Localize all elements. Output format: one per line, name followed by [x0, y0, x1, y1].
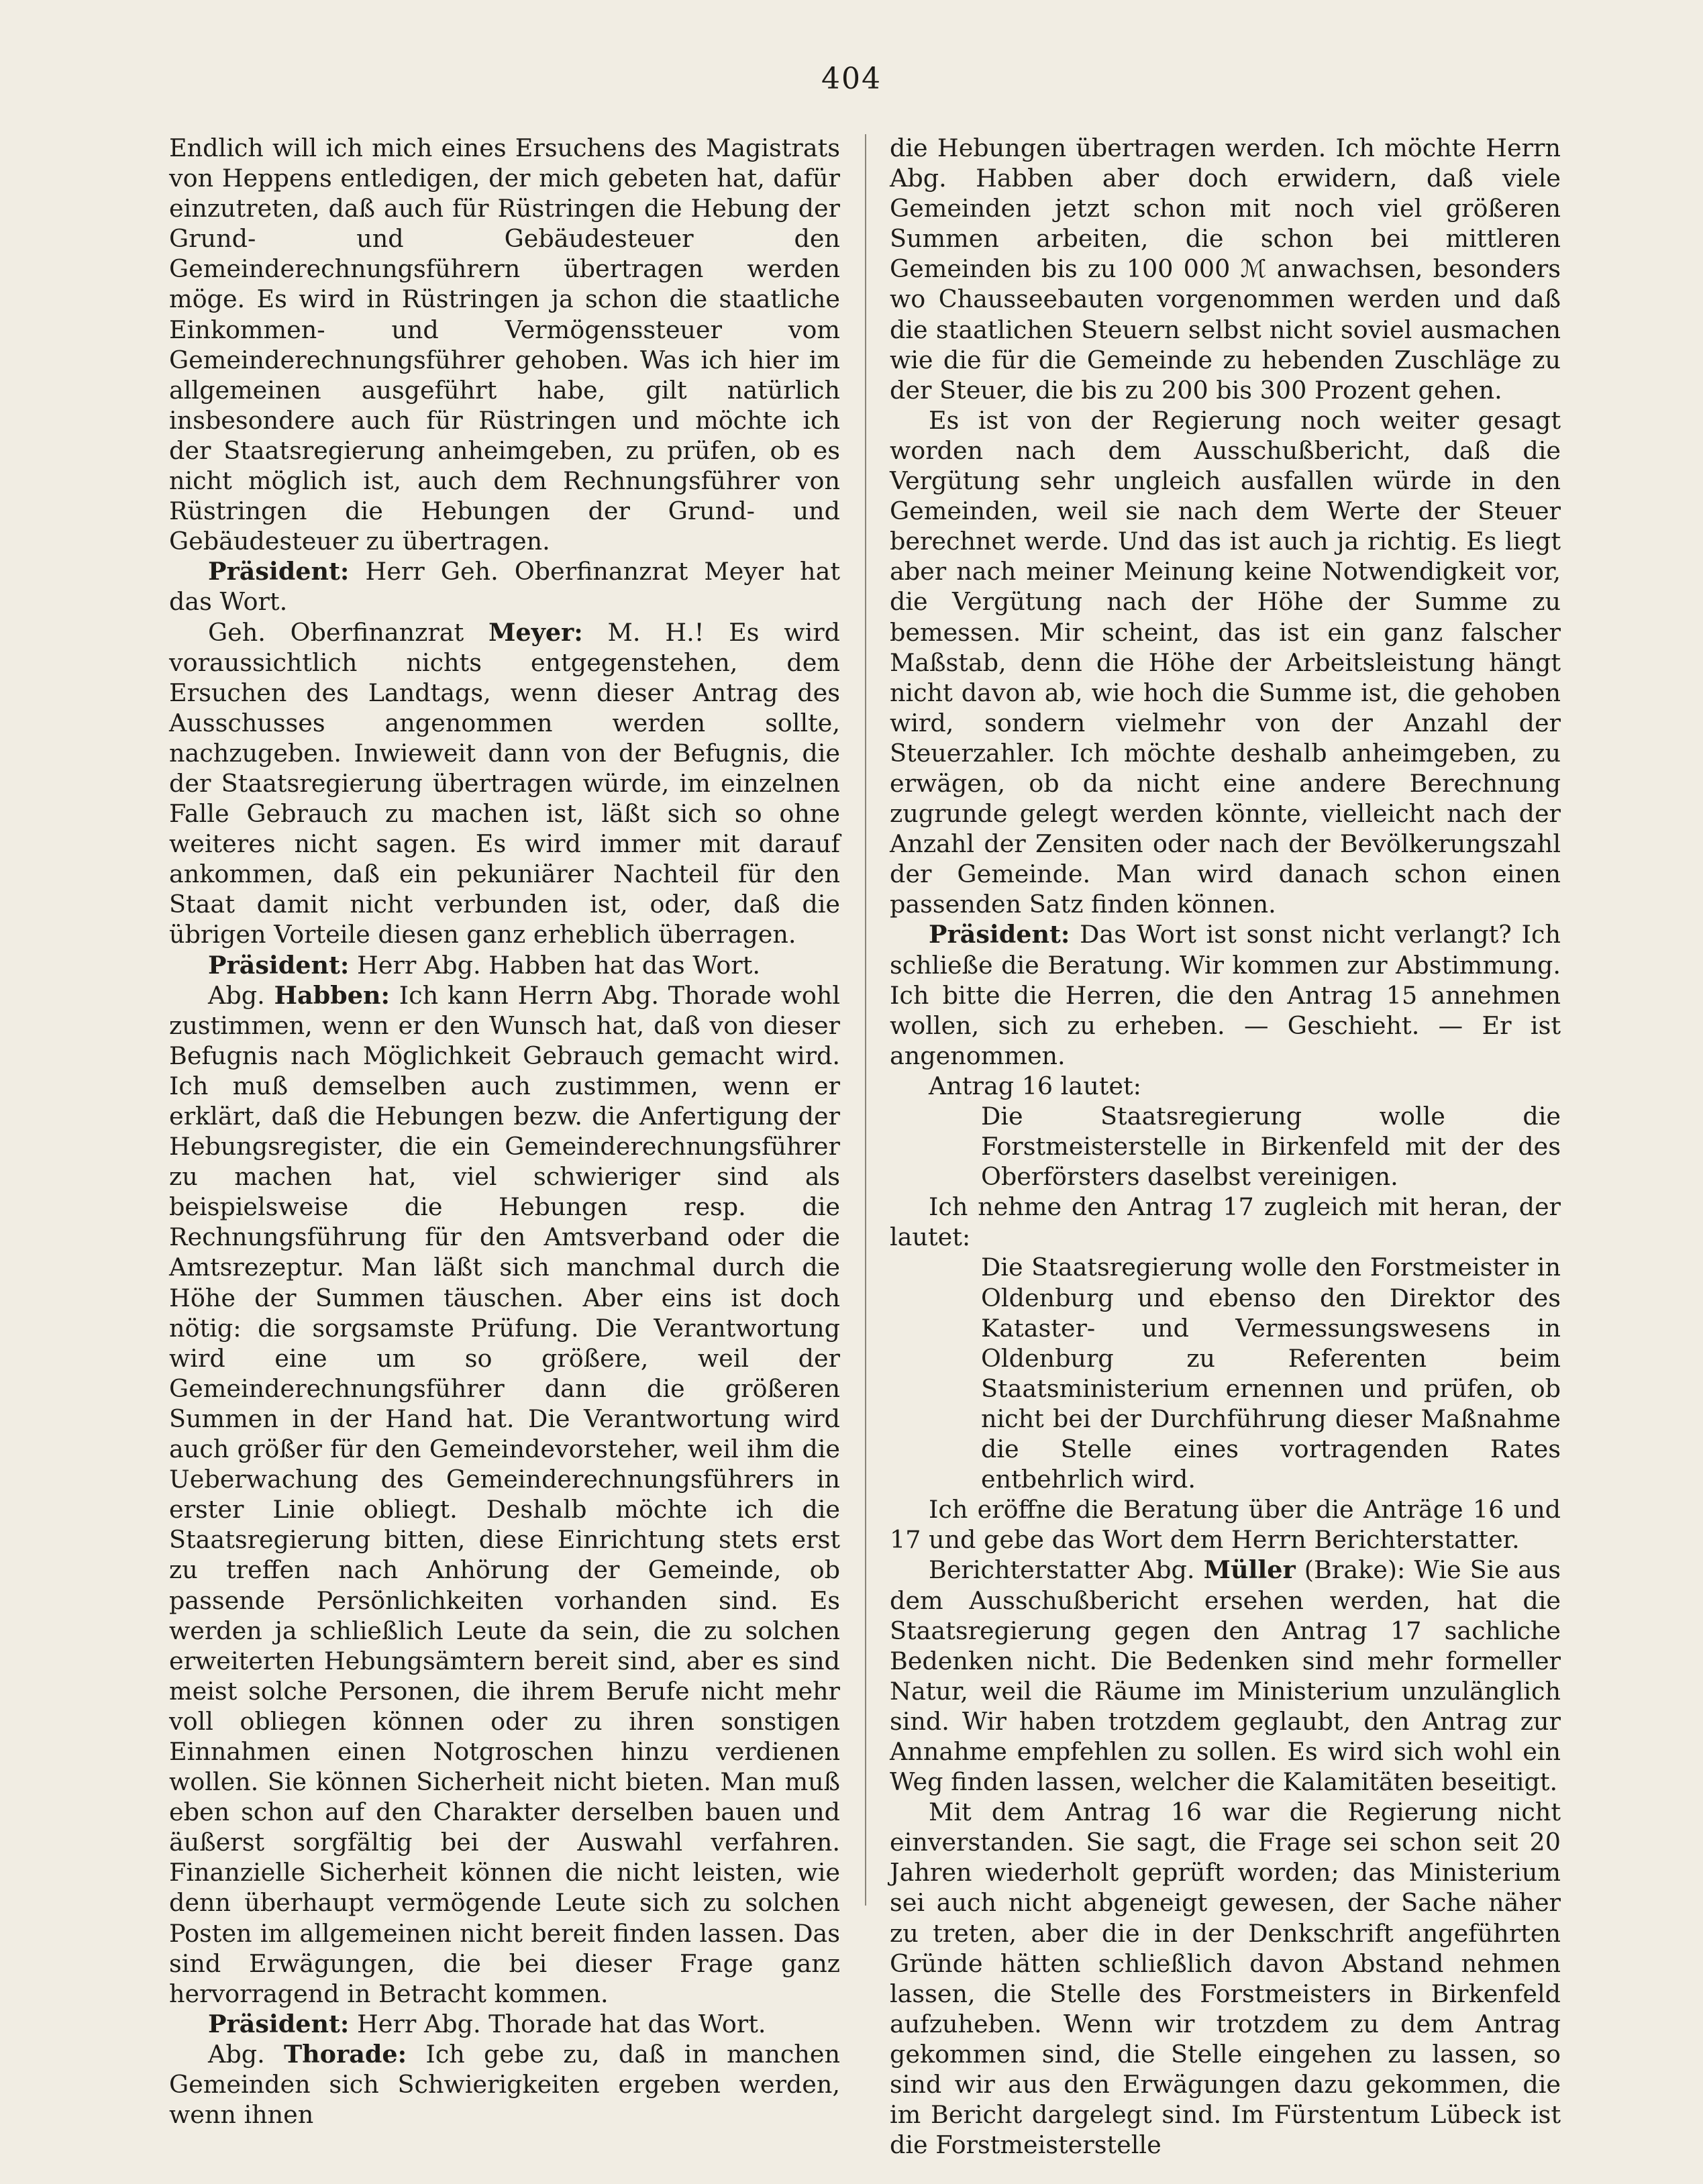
speaker-paragraph	[169, 980, 840, 2009]
speech-text: Herr Abg. Thorade hat das Wort.	[349, 2009, 766, 2038]
speaker-paragraph	[169, 2009, 840, 2039]
speaker-prefix: Geh. Oberfinanzrat	[208, 617, 488, 647]
page-number: 404	[821, 62, 882, 96]
speech-text: Herr Abg. Habben hat das Wort.	[349, 950, 760, 980]
speaker-name: Meyer:	[488, 617, 583, 647]
paragraph: Endlich will ich mich eines Ersuchens des Magistrats von Heppens entledigen, der mich gebeten hat, dafür einzutreten, daß auch für Rüstringen die Hebung der Grund- und Gebäudesteuer den Gemeinderechnungsführern übertragen werden möge. Es wird in Rüstringen ja schon die staatliche Einkommen- und Vermögenssteuer vom Gemeinderechnungsführer gehoben. Was ich hier im allgemeinen ausgeführt habe, gilt natürlich insbesondere auch für Rüstringen und möchte ich der Staatsregierung anheimgeben, zu prüfen, ob es nicht möglich ist, auch dem Rechnungsführer von Rüstringen die Hebungen der Grund- und Gebäudesteuer zu übertragen.	[169, 134, 840, 556]
speaker-paragraph	[169, 950, 840, 980]
speaker-name: Thorade:	[283, 2039, 407, 2069]
speech-text: Ich gebe zu, daß in manchen Gemeinden sich Schwierigkeiten ergeben werden, wenn ihnen	[169, 2039, 840, 2130]
speaker-paragraph	[169, 556, 840, 617]
speech-text: Das Wort ist sonst nicht verlangt? Ich schließe die Beratung. Wir kommen zur Abstimmung. Ich bitte die Herren, die den Antrag 15 annehmen wollen, sich zu erheben. — Geschieht. — Er ist angenommen.	[890, 920, 1561, 1070]
speech-text: Ich kann Herrn Abg. Thorade wohl zustimmen, wenn er den Wunsch hat, daß von dieser Befugnis nach Möglichkeit Gebrauch gemacht wird. Ich muß demselben auch zustimmen, wenn er erklärt, daß die Hebungen bezw. die Anfertigung der Hebungsregister, die ein Gemeinderechnungsführer zu machen hat, viel schwieriger sind als beispielsweise die Hebungen resp. die Rechnungsführung für den Amtsverband oder die Amtsrezeptur. Man läßt sich manchmal durch die Höhe der Summen täuschen. Aber eins ist doch nötig: die sorgsamste Prüfung. Die Verantwortung wird eine um so größere, weil der Gemeinderechnungsführer dann die größeren Summen in der Hand hat. Die Verantwortung wird auch größer für den Gemeindevorsteher, weil ihm die Ueberwachung des Gemeinderechnungsführers in erster Linie obliegt. Deshalb möchte ich die Staatsregierung bitten, diese Einrichtung stets erst zu treffen nach Anhörung der Gemeinde, ob passende Persönlichkeiten vorhanden sind. Es werden ja schließlich Leute da sein, die zu solchen erweiterten Hebungsämtern bereit sind, aber es sind meist solche Personen, die ihrem Berufe nicht mehr voll obliegen können oder zu ihren sonstigen Einnahmen einen Notgroschen hinzu verdienen wollen. Sie können Sicherheit nicht bieten. Man muß eben schon auf den Charakter derselben bauen und äußerst sorgfältig bei der Auswahl verfahren. Finanzielle Sicherheit können die nicht leisten, wie denn überhaupt vermögende Leute sich zu solchen Posten im allgemeinen nicht bereit finden lassen. Das sind Erwägungen, die bei dieser Frage ganz hervorragend in Betracht kommen.	[169, 980, 840, 2008]
right-column	[890, 133, 1561, 2160]
paragraph: Antrag 16 lautet:	[929, 1071, 1141, 1100]
speaker-name: Präsident:	[208, 2009, 350, 2038]
paragraph: Ich eröffne die Beratung über die Anträge 16 und 17 und gebe das Wort dem Herrn Berichterstatter.	[890, 1495, 1561, 1555]
motion-quote: Die Staatsregierung wolle die Forstmeisterstelle in Birkenfeld mit der des Oberförsters daselbst vereinigen.	[981, 1102, 1561, 1192]
speaker-name: Präsident:	[929, 920, 1070, 949]
paragraph: Es ist von der Regierung noch weiter gesagt worden nach dem Ausschußbericht, daß die Vergütung sehr ungleich ausfallen würde in den Gemeinden, weil sie nach dem Werte der Steuer berechnet werde. Und das ist auch ja richtig. Es liegt aber nach meiner Meinung keine Notwendigkeit vor, die Vergütung nach der Höhe der Summe zu bemessen. Mir scheint, das ist ein ganz falscher Maßstab, denn die Höhe der Arbeitsleistung hängt nicht davon ab, wie hoch die Summe ist, die gehoben wird, sondern vielmehr von der Anzahl der Steuerzahler. Ich möchte deshalb anheimgeben, zu erwägen, ob da nicht eine andere Berechnung zugrunde gelegt werden könnte, vielleicht nach der Anzahl der Zensiten oder nach der Bevölkerungszahl der Gemeinde. Man wird danach schon einen passenden Satz finden können.	[890, 405, 1561, 919]
speech-text: (Brake): Wie Sie aus dem Ausschußbericht ersehen werden, hat die Staatsregierung gegen den Antrag 17 sachliche Bedenken nicht. Die Bedenken sind mehr formeller Natur, weil die Räume im Ministerium unzulänglich sind. Wir haben trotzdem geglaubt, den Antrag zur Annahme empfehlen zu sollen. Es wird sich wohl ein Weg finden lassen, welcher die Kalamitäten beseitigt.	[890, 1555, 1561, 1797]
speech-text: Herr Geh. Oberfinanzrat Meyer hat das Wort.	[169, 557, 840, 617]
speaker-name: Habben:	[274, 980, 390, 1010]
paragraph: die Hebungen übertragen werden. Ich möchte Herrn Abg. Habben aber doch erwidern, daß viele Gemeinden jetzt schon mit noch viel größeren Summen arbeiten, die schon bei mittleren Gemeinden bis zu 100 000 ℳ anwachsen, besonders wo Chausseebauten vorgenommen werden und daß die staatlichen Steuern selbst nicht soviel ausmachen wie die für die Gemeinde zu hebenden Zuschläge zu der Steuer, die bis zu 200 bis 300 Prozent gehen.	[890, 134, 1561, 405]
speaker-name: Müller	[1203, 1555, 1296, 1585]
paragraph: Ich nehme den Antrag 17 zugleich mit heran, der lautet:	[890, 1192, 1561, 1252]
speaker-name: Präsident:	[208, 557, 350, 586]
speaker-prefix: Berichterstatter Abg.	[929, 1555, 1204, 1585]
column-divider	[865, 134, 866, 1906]
motion-quote: Die Staatsregierung wolle den Forstmeister in Oldenburg und ebenso den Direktor des Kataster- und Vermessungswesens in Oldenburg zu Referenten beim Staatsministerium ernennen und prüfen, ob nicht bei der Durchführung dieser Maßnahme die Stelle eines vortragenden Rates entbehrlich wird.	[981, 1253, 1561, 1494]
speaker-prefix: Abg.	[208, 2039, 284, 2069]
speaker-paragraph	[890, 1555, 1561, 1797]
left-column	[169, 133, 841, 2130]
speaker-paragraph	[169, 2039, 840, 2130]
paragraph: Mit dem Antrag 16 war die Regierung nicht einverstanden. Sie sagt, die Frage sei schon seit 20 Jahren wiederholt geprüft worden; das Ministerium sei auch nicht abgeneigt gewesen, der Sache näher zu treten, aber die in der Denkschrift angeführten Gründe hätten schließlich davon Abstand nehmen lassen, die Stelle des Forstmeisters in Birkenfeld aufzuheben. Wenn wir trotzdem zu dem Antrag gekommen sind, die Stelle eingehen zu lassen, so sind wir aus den Erwägungen dazu gekommen, die im Bericht dargelegt sind. Im Fürstentum Lübeck ist die Forstmeisterstelle	[890, 1798, 1561, 2160]
speaker-name: Präsident:	[208, 950, 350, 980]
speaker-paragraph	[169, 617, 840, 950]
speaker-prefix: Abg.	[208, 980, 274, 1010]
speaker-paragraph	[890, 919, 1561, 1070]
speech-text: M. H.! Es wird voraussichtlich nichts entgegenstehen, dem Ersuchen des Landtags, wenn dieser Antrag des Ausschusses angenommen werden sollte, nachzugeben. Inwieweit dann von der Befugnis, die der Staatsregierung übertragen würde, im einzelnen Falle Gebrauch zu machen ist, läßt sich so ohne weiteres nicht sagen. Es wird immer mit darauf ankommen, daß ein pekuniärer Nachteil für den Staat damit nicht verbunden ist, oder, daß die übrigen Vorteile diesen ganz erheblich überragen.	[169, 617, 841, 949]
